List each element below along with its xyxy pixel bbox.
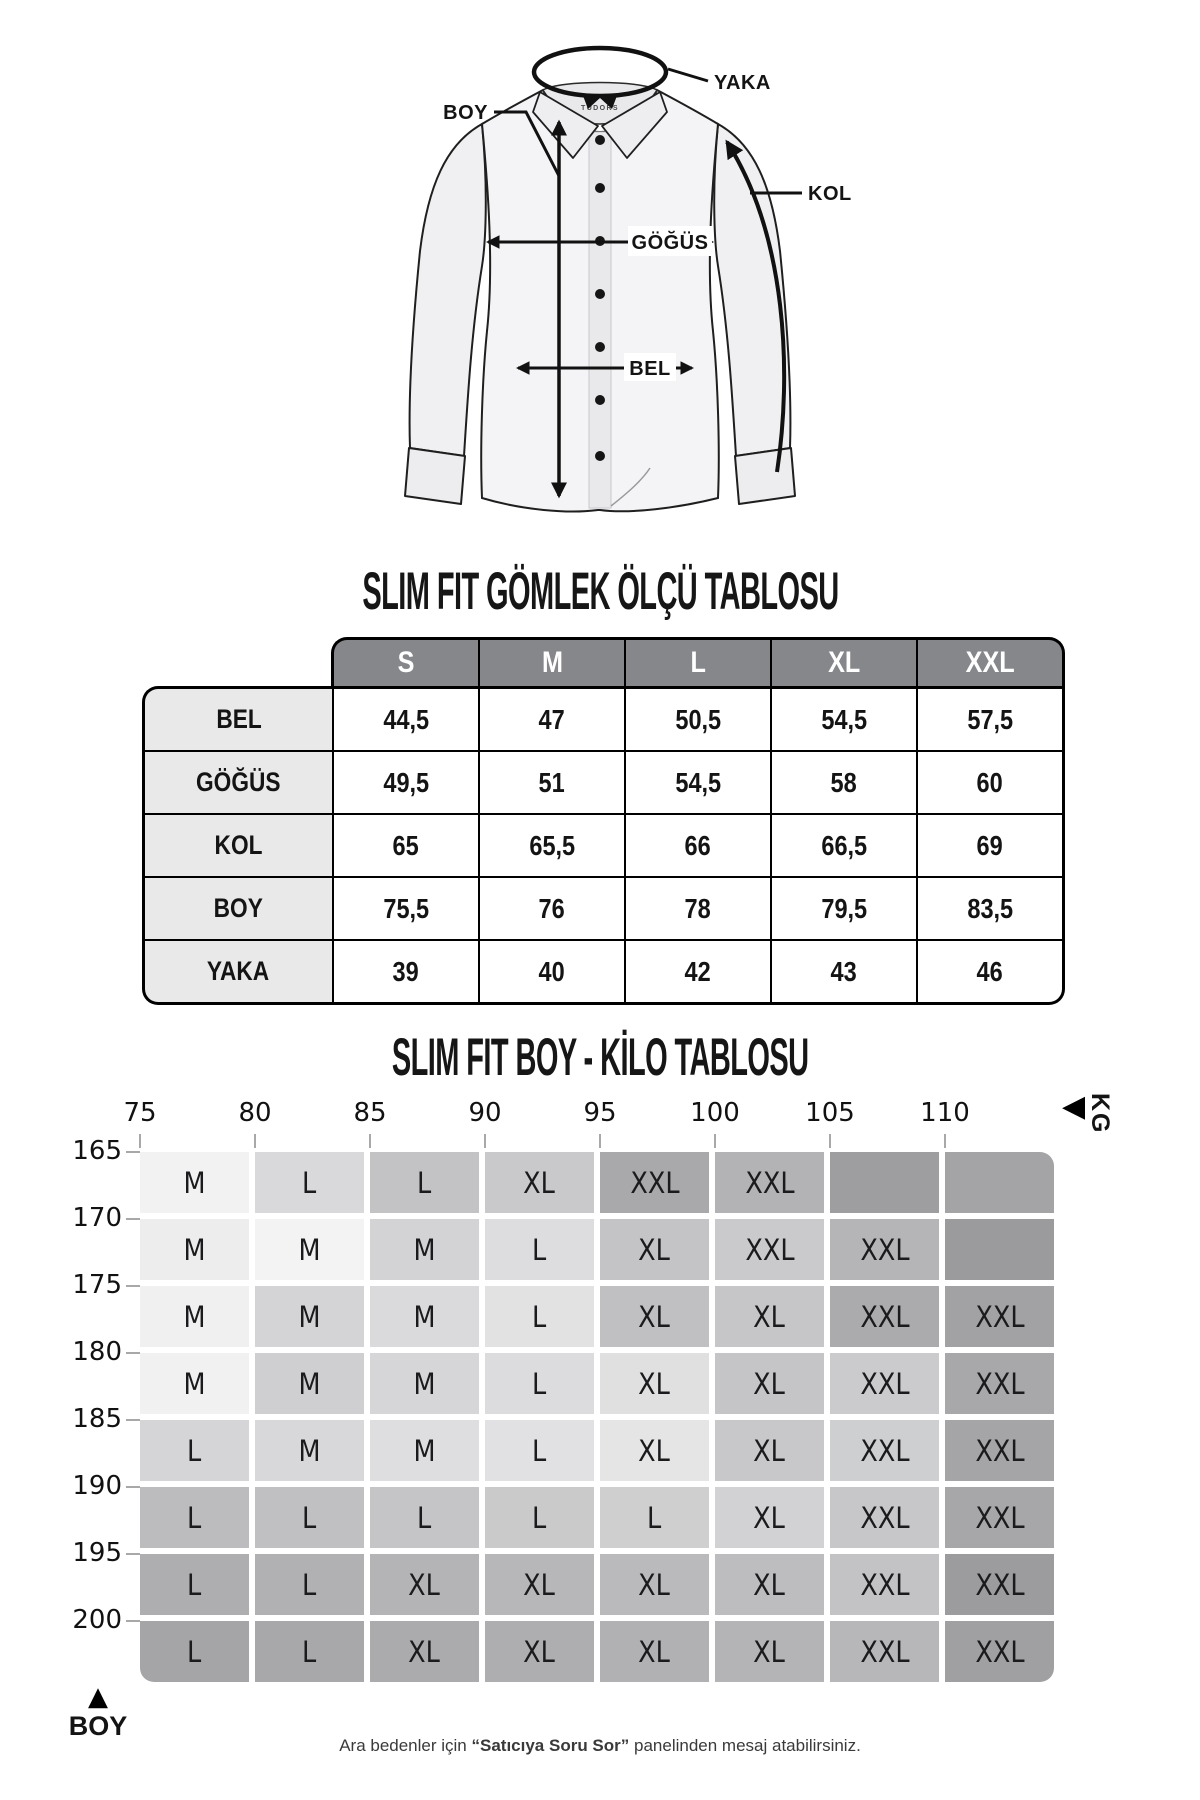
size-column-header — [334, 640, 478, 686]
size-grid-cell — [140, 1353, 249, 1414]
size-grid-cell-text: XL — [638, 1634, 671, 1669]
cell-text: YAKA — [207, 956, 270, 986]
size-grid-cell-text: L — [187, 1567, 202, 1602]
cell-text: M — [541, 646, 563, 679]
cell-text: 39 — [392, 955, 420, 987]
size-grid-cell-text: XXL — [974, 1567, 1025, 1602]
size-grid-cell-text: XL — [753, 1299, 786, 1334]
kg-tick-mark — [254, 1134, 256, 1148]
footer-text-end: panelinden mesaj atabilirsiniz. — [629, 1736, 861, 1755]
measurement-value-cell — [480, 941, 624, 1002]
size-grid-cell-empty — [945, 1152, 1054, 1213]
height-tick-label: 165 — [72, 1136, 122, 1166]
measure-label-bel: BEL — [629, 358, 671, 380]
size-grid-cell — [715, 1219, 824, 1280]
size-grid-cell-text: M — [298, 1232, 321, 1267]
size-grid-cell — [600, 1621, 709, 1682]
size-grid-cell — [140, 1420, 249, 1481]
size-grid-cell — [370, 1353, 479, 1414]
measurement-value-cell — [626, 941, 770, 1002]
kg-axis-label: KG — [1086, 1093, 1115, 1135]
kg-tick-label: 80 — [238, 1098, 272, 1128]
size-grid-cell-text: XXL — [859, 1232, 910, 1267]
measurement-value-cell — [918, 878, 1062, 939]
size-grid-cell — [370, 1152, 479, 1213]
kg-tick-mark — [829, 1134, 831, 1148]
cell-text: 44,5 — [383, 703, 429, 735]
sleeve-left — [410, 124, 486, 456]
height-tick-mark — [126, 1553, 140, 1555]
measure-label-gogus: GÖĞÜS — [631, 232, 709, 254]
measure-label-kol: KOL — [808, 183, 852, 205]
size-grid-cell — [255, 1554, 364, 1615]
size-column-header — [772, 640, 916, 686]
yaka-leader-line — [668, 69, 708, 81]
measurement-value-cell — [918, 815, 1062, 876]
kg-tick-label: 85 — [353, 1098, 387, 1128]
height-tick-mark — [126, 1218, 140, 1220]
measurement-value-cell — [334, 752, 478, 813]
kg-tick-mark — [944, 1134, 946, 1148]
measurement-value-cell — [772, 689, 916, 750]
cell-text: 76 — [538, 892, 566, 924]
cell-text: L — [690, 646, 706, 679]
cell-text: 42 — [684, 955, 712, 987]
size-grid-cell — [255, 1286, 364, 1347]
size-grid-cell — [140, 1152, 249, 1213]
size-grid-cell — [370, 1420, 479, 1481]
size-grid-cell-text: XXL — [974, 1366, 1025, 1401]
cuff-left — [405, 448, 465, 504]
size-grid-cell-text: XXL — [974, 1299, 1025, 1334]
size-grid-cell-text: M — [413, 1232, 436, 1267]
size-grid-cell-text: M — [183, 1366, 206, 1401]
size-grid-cell — [255, 1219, 364, 1280]
cell-text: 60 — [976, 766, 1004, 798]
size-grid-cell — [715, 1621, 824, 1682]
cell-text: XXL — [965, 646, 1015, 679]
cell-text: KOL — [214, 830, 263, 860]
size-grid-cell — [715, 1487, 824, 1548]
measurement-value-cell — [918, 941, 1062, 1002]
size-grid-cell-text: XXL — [744, 1165, 795, 1200]
size-grid-cell — [715, 1353, 824, 1414]
size-grid-cell — [140, 1487, 249, 1548]
weight-chart-title-text: SLIM FIT BOY - KİLO TABLOSU — [391, 1027, 809, 1087]
size-grid-cell — [830, 1487, 939, 1548]
size-grid-cell-text: XL — [753, 1634, 786, 1669]
measurement-value-cell — [918, 689, 1062, 750]
size-grid-cell-text: L — [187, 1634, 202, 1669]
size-grid-cell-text: M — [298, 1299, 321, 1334]
size-grid-cell — [945, 1286, 1054, 1347]
size-grid-cell — [485, 1219, 594, 1280]
size-grid-cell-text: XL — [638, 1567, 671, 1602]
size-grid-cell-text: XL — [753, 1567, 786, 1602]
height-tick-label: 190 — [72, 1471, 122, 1501]
height-tick-mark — [126, 1352, 140, 1354]
kg-tick-label: 75 — [123, 1098, 157, 1128]
measurement-row-label — [145, 689, 332, 750]
size-grid-cell-text: XXL — [974, 1500, 1025, 1535]
cell-text: 43 — [830, 955, 858, 987]
height-tick-label: 175 — [72, 1270, 122, 1300]
size-grid-cell — [140, 1554, 249, 1615]
size-grid-cell-text: XXL — [859, 1567, 910, 1602]
measurement-value-cell — [480, 689, 624, 750]
size-grid-cell — [255, 1152, 364, 1213]
size-grid-cell-text: XXL — [859, 1500, 910, 1535]
size-grid-cell-text: XL — [638, 1232, 671, 1267]
cell-text: XL — [827, 646, 861, 679]
measurement-value-cell — [334, 878, 478, 939]
size-grid-cell — [945, 1554, 1054, 1615]
kg-tick-mark — [599, 1134, 601, 1148]
size-grid-cell-text: XXL — [629, 1165, 680, 1200]
left-triangle-icon: ◀ — [1062, 1089, 1086, 1124]
size-grid-cell-text: L — [302, 1567, 317, 1602]
size-grid-cell — [945, 1353, 1054, 1414]
cuff-right — [735, 448, 795, 504]
cell-text: 79,5 — [821, 892, 867, 924]
footer-bold-text: “Satıcıya Soru Sor” — [471, 1736, 630, 1755]
size-grid-cell-text: M — [413, 1299, 436, 1334]
size-grid-cell — [485, 1420, 594, 1481]
kg-tick-mark — [714, 1134, 716, 1148]
height-tick-label: 200 — [72, 1605, 122, 1635]
size-table — [142, 686, 1065, 1005]
height-tick-label: 180 — [72, 1337, 122, 1367]
height-tick-mark — [126, 1486, 140, 1488]
measure-label-boy: BOY — [443, 102, 488, 124]
size-grid-cell — [945, 1487, 1054, 1548]
size-grid-cell — [715, 1152, 824, 1213]
size-grid-cell-text: XXL — [859, 1634, 910, 1669]
measurement-value-cell — [772, 941, 916, 1002]
size-grid-cell-text: L — [532, 1500, 547, 1535]
size-grid-cell — [485, 1152, 594, 1213]
kg-tick-label: 110 — [920, 1098, 970, 1128]
measurement-row-label — [145, 878, 332, 939]
size-grid-cell — [140, 1219, 249, 1280]
height-tick-mark — [126, 1285, 140, 1287]
kg-tick-label: 90 — [468, 1098, 502, 1128]
measurement-value-cell — [772, 752, 916, 813]
cell-text: 78 — [684, 892, 712, 924]
size-grid-cell-text: L — [532, 1433, 547, 1468]
size-grid-cell — [370, 1487, 479, 1548]
cell-text: 66 — [684, 829, 712, 861]
size-grid-cell-text: XL — [753, 1433, 786, 1468]
measurement-value-cell — [772, 815, 916, 876]
size-grid-cell-text: XL — [638, 1433, 671, 1468]
height-tick-mark — [126, 1151, 140, 1153]
size-grid-cell — [600, 1286, 709, 1347]
cell-text: 54,5 — [675, 766, 721, 798]
measurement-value-cell — [626, 815, 770, 876]
size-grid-cell — [830, 1420, 939, 1481]
size-grid-cell — [255, 1621, 364, 1682]
size-grid-cell — [830, 1554, 939, 1615]
size-grid-cell — [600, 1420, 709, 1481]
measurement-value-cell — [334, 689, 478, 750]
size-grid-cell-text: L — [532, 1232, 547, 1267]
footer-text: Ara bedenler için — [339, 1736, 472, 1755]
size-grid-cell — [370, 1286, 479, 1347]
size-grid-cell-text: XL — [638, 1299, 671, 1334]
size-grid-cell — [485, 1554, 594, 1615]
cell-text: 75,5 — [383, 892, 429, 924]
size-grid-cell-text: XXL — [859, 1366, 910, 1401]
size-grid-cell-text: M — [413, 1366, 436, 1401]
size-grid-cell-text: M — [183, 1165, 206, 1200]
kg-axis-marker — [1062, 1089, 1115, 1135]
size-grid-cell — [255, 1487, 364, 1548]
measurement-row-label — [145, 752, 332, 813]
boy-axis-marker — [48, 1684, 148, 1742]
measurement-value-cell — [772, 878, 916, 939]
size-grid-cell — [945, 1420, 1054, 1481]
size-grid-cell — [370, 1554, 479, 1615]
size-grid-cell — [715, 1286, 824, 1347]
size-grid-cell-empty — [830, 1152, 939, 1213]
cell-text: 65,5 — [529, 829, 575, 861]
size-grid-cell-text: L — [417, 1165, 432, 1200]
kg-tick-label: 100 — [690, 1098, 740, 1128]
measurement-value-cell — [334, 941, 478, 1002]
measurement-value-cell — [480, 752, 624, 813]
size-grid-cell — [830, 1621, 939, 1682]
cell-text: 65 — [392, 829, 420, 861]
height-tick-label: 195 — [72, 1538, 122, 1568]
size-grid-cell-text: M — [183, 1299, 206, 1334]
measurement-value-cell — [480, 815, 624, 876]
kg-tick-mark — [484, 1134, 486, 1148]
size-grid-cell-text: XL — [753, 1366, 786, 1401]
cell-text: 40 — [538, 955, 566, 987]
size-grid-cell — [140, 1621, 249, 1682]
size-grid-cell — [715, 1554, 824, 1615]
shirt-diagram — [330, 36, 870, 541]
size-grid-cell-text: XL — [523, 1567, 556, 1602]
measurement-value-cell — [626, 689, 770, 750]
size-grid-cell-text: XL — [408, 1634, 441, 1669]
cell-text: S — [397, 646, 415, 679]
size-grid-cell-text: M — [413, 1433, 436, 1468]
size-grid-cell-text: XL — [408, 1567, 441, 1602]
size-grid-cell — [255, 1353, 364, 1414]
weight-chart-title — [0, 1028, 1200, 1086]
size-grid-cell — [830, 1353, 939, 1414]
size-grid-cell-text: L — [417, 1500, 432, 1535]
cell-text: 69 — [976, 829, 1004, 861]
size-grid-cell-text: XL — [523, 1634, 556, 1669]
size-grid-cell-text: L — [187, 1433, 202, 1468]
size-grid-cell-text: XXL — [744, 1232, 795, 1267]
cell-text: BOY — [213, 893, 264, 923]
size-grid-cell-text: XXL — [974, 1634, 1025, 1669]
size-grid-cell — [485, 1353, 594, 1414]
size-grid-cell — [140, 1286, 249, 1347]
measurement-value-cell — [626, 752, 770, 813]
brand-label: TUDORS — [581, 105, 619, 112]
measurement-value-cell — [334, 815, 478, 876]
cell-text: 51 — [538, 766, 566, 798]
cell-text: GÖĞÜS — [196, 767, 281, 797]
size-grid-cell-text: L — [187, 1500, 202, 1535]
size-grid-cell — [830, 1219, 939, 1280]
height-tick-mark — [126, 1419, 140, 1421]
cell-text: 83,5 — [967, 892, 1013, 924]
kg-tick-label: 105 — [805, 1098, 855, 1128]
size-grid-cell-text: XXL — [859, 1433, 910, 1468]
size-grid-cell-text: XXL — [974, 1433, 1025, 1468]
cell-text: 47 — [538, 703, 566, 735]
size-grid-cell-text: M — [298, 1366, 321, 1401]
measure-label-yaka: YAKA — [714, 72, 771, 94]
size-column-header — [480, 640, 624, 686]
size-grid-cell — [830, 1286, 939, 1347]
measurement-value-cell — [480, 878, 624, 939]
cell-text: 66,5 — [821, 829, 867, 861]
size-grid-cell — [600, 1353, 709, 1414]
size-table-header-row — [331, 637, 1065, 686]
size-table-title — [0, 562, 1200, 620]
cell-text: 49,5 — [383, 766, 429, 798]
size-grid-cell — [600, 1487, 709, 1548]
size-grid-cell-text: L — [302, 1165, 317, 1200]
cell-text: 54,5 — [821, 703, 867, 735]
size-grid-cell-text: L — [647, 1500, 662, 1535]
size-grid-cell-text: L — [302, 1500, 317, 1535]
size-grid-cell — [485, 1621, 594, 1682]
size-grid-cell — [600, 1219, 709, 1280]
size-grid-cell — [600, 1152, 709, 1213]
size-grid-cell — [370, 1621, 479, 1682]
size-grid-cell — [255, 1420, 364, 1481]
size-grid-cell — [600, 1554, 709, 1615]
size-grid-cell — [485, 1286, 594, 1347]
kg-tick-mark — [369, 1134, 371, 1148]
size-grid-cell — [370, 1219, 479, 1280]
measurement-value-cell — [626, 878, 770, 939]
measurement-row-label — [145, 941, 332, 1002]
measurement-row-label — [145, 815, 332, 876]
size-grid-cell-text: XL — [638, 1366, 671, 1401]
boy-axis-label: BOY — [68, 1711, 128, 1741]
cell-text: 50,5 — [675, 703, 721, 735]
up-triangle-icon: ▲ — [88, 1682, 108, 1712]
height-tick-label: 185 — [72, 1404, 122, 1434]
cell-text: 58 — [830, 766, 858, 798]
size-grid-cell-empty — [945, 1219, 1054, 1280]
height-tick-label: 170 — [72, 1203, 122, 1233]
size-grid-cell-text: L — [532, 1366, 547, 1401]
height-tick-mark — [126, 1620, 140, 1622]
size-grid-cell-text: M — [183, 1232, 206, 1267]
size-grid-cell — [485, 1487, 594, 1548]
measurement-value-cell — [918, 752, 1062, 813]
size-grid-cell — [945, 1621, 1054, 1682]
size-grid-cell-text: XL — [753, 1500, 786, 1535]
size-table-title-text: SLIM FIT GÖMLEK ÖLÇÜ TABLOSU — [361, 561, 839, 621]
size-grid-cell-text: M — [298, 1433, 321, 1468]
size-grid-cell-text: XL — [523, 1165, 556, 1200]
kg-tick-mark — [139, 1134, 141, 1148]
footer-note — [0, 1736, 1200, 1756]
size-grid-cell-text: XXL — [859, 1299, 910, 1334]
cell-text: 46 — [976, 955, 1004, 987]
cell-text: 57,5 — [967, 703, 1013, 735]
size-grid-cell-text: L — [302, 1634, 317, 1669]
size-column-header — [918, 640, 1062, 686]
size-grid-cell — [715, 1420, 824, 1481]
cell-text: BEL — [215, 704, 262, 734]
kg-tick-label: 95 — [583, 1098, 617, 1128]
size-column-header — [626, 640, 770, 686]
size-grid-cell-text: L — [532, 1299, 547, 1334]
